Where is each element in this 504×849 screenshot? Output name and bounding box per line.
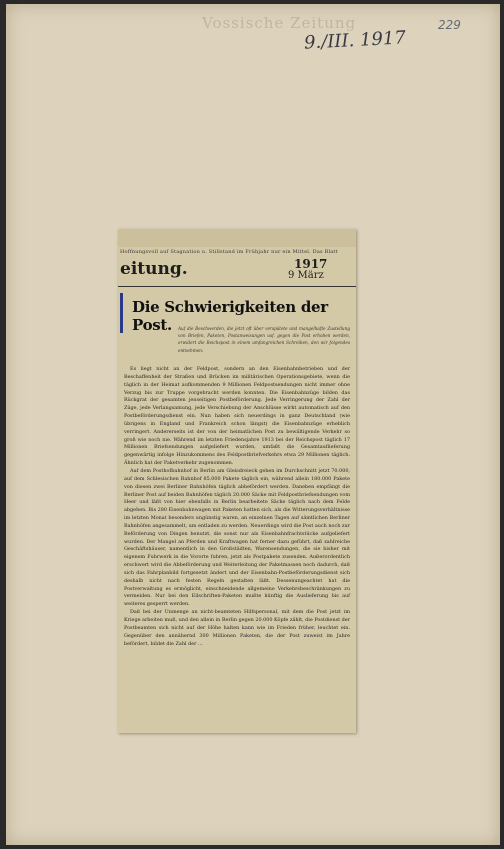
article-intro: Auf die Beschwerden, die jetzt oft über verspätete und mangelhafte Zustellung von Briefen, Paketen, Postanweisungen usf. gegen die Post erhoben werden, erwidert die Reichspost in einem umfangreichen Schreiben, den wir folgendes entnehmen: [178,326,350,353]
handwritten-date: 9./III. 1917 [303,27,407,54]
article-headline: Die Schwierigkeiten der Post. [132,298,328,334]
archive-number: 229 [438,18,461,32]
issue-year: 1917 [294,257,328,271]
header-rule [118,286,356,287]
clipping-top-band [118,229,356,247]
issue-date: 9 März [288,270,324,281]
masthead: eitung. [120,259,188,279]
article-paragraph: Es liegt nicht an der Feldpost, sondern an den Eisenbahnbetrieben und der Beschaffenheit der Straßen und Brücken im militärischen Operationsgebiete, wenn die täglich in der Heimat aufkommenden 9 Millionen Feldpostsendungen nicht immer ohne Verzug bis zur Truppe vorgebracht werden konnten. Die Eisenbahnzüge bilden das Rückgrat der gesamten jenseitigen Postbeförderung. Jede Verringerung der Zahl der Züge, jede Verlangsamung, jede Verschiebung der Anschlüsse wirkt automatisch auf den Postbeförderungsdienst ein. Nun haben sich neuerdings in ganz Deutschland (wie übrigens in England und Frankreich schon längst) die Eisenbahnzüge erheblich verringert. Andererseits ist der von der heimatlichen Post zu bewältigende Verkehr so groß wie noch nie. Während im letzten Friedensjahre 1913 bei der Reichspost täglich 17 Millionen Briefsendungen aufgeliefert wurden, umfaßt die Gesamtauflieferung gegenwärtig infolge Hinzukommens des Feldpostbriefverkehrs etwa 29 Millionen täglich. Ähnlich hat der Paketverkehr zugenommen. [124,366,350,467]
article-paragraph: Daß bei der Unmenge an nicht-beamteten Hilfspersonal, mit dem die Post jetzt im Kriege arbeiten muß, und den allein in Berlin gegen 20.000 Köpfe zählt, die Postdienst der Postbeamten sich nicht auf der Höhe halten kann wie im Frieden früher, leuchtet ein. Gegenüber den annähernd 300 Millionen Paketen, die der Post zuweist im Jahre befördert, bildet die Zahl der ... [124,609,350,647]
header-fragment: Hoffnungsvoll auf Stagnation u. Stillstand im Frühjahr nur ein Mittel. Das Blatt [120,249,338,255]
faint-newspaper-stamp: Vossische Zeitung [202,14,357,32]
article-body [124,366,350,648]
newspaper-clipping [118,229,356,733]
article-paragraph: Auf dem Posthofbahnhof in Berlin am Gleisdreieck gehen im Durchschnitt jetzt 70.000, auf dem Schlesischen Bahnhof 85.000 Pakete täglich ein, während allein 180.000 Pakete von diesen zwei Berliner Bahnhöfen täglich abbefördert werden. Daneben empfängt die Berliner Post auf beiden Bahnhöfen täglich 20.000 Säcke mit Feldpostbriefsendungen vom Heer und läßt von hier ebenfalls in Berlin bearbeitete Säcke täglich nach dem Felde abgehen. Bis 280 Eisenbahnwagen mit Paketen hatten sich, als die Witterungsverhältnisse im letzten Monat besonders ungünstig waren, an einzelnen Tagen auf sämtlichen Berliner Bahnhöfen angesammelt, um entladen zu werden. Neuerdings wird die Post auch noch zur Beförderung von Dingen benutzt, die sonst nur als Eisenbahnfrachtstücke aufgeliefert wurden. Der Mangel an Pferden und Kraftwagen hat ferner dazu geführt, daß zahlreiche Geschäftshäuser, namentlich in den Großstädten, Warensendungen, die sie bisher mit eigenem Fuhrwerk in die Vororte fuhren, jetzt als Postpakete zusenden. Außerordentlich erschwert wird die Abbeförderung und Weiterleitung der Paketmassen noch dadurch, daß sich das Fahrplanbild fortgesetzt ändert und der Eisenbahn-Postbeförderungsdienst sich deshalb nicht nach festen Regeln gestalten läßt. Dessenungeachtet hat die Postverwaltung es ermöglicht, einschneidende allgemeine Verkehrsbeschränkungen zu vermeiden. Nur bei den Eilschriften-Paketen mußte künftig die Auslieferung bis auf weiteres gesperrt werden. [124,467,350,608]
blue-pencil-mark [120,293,123,333]
